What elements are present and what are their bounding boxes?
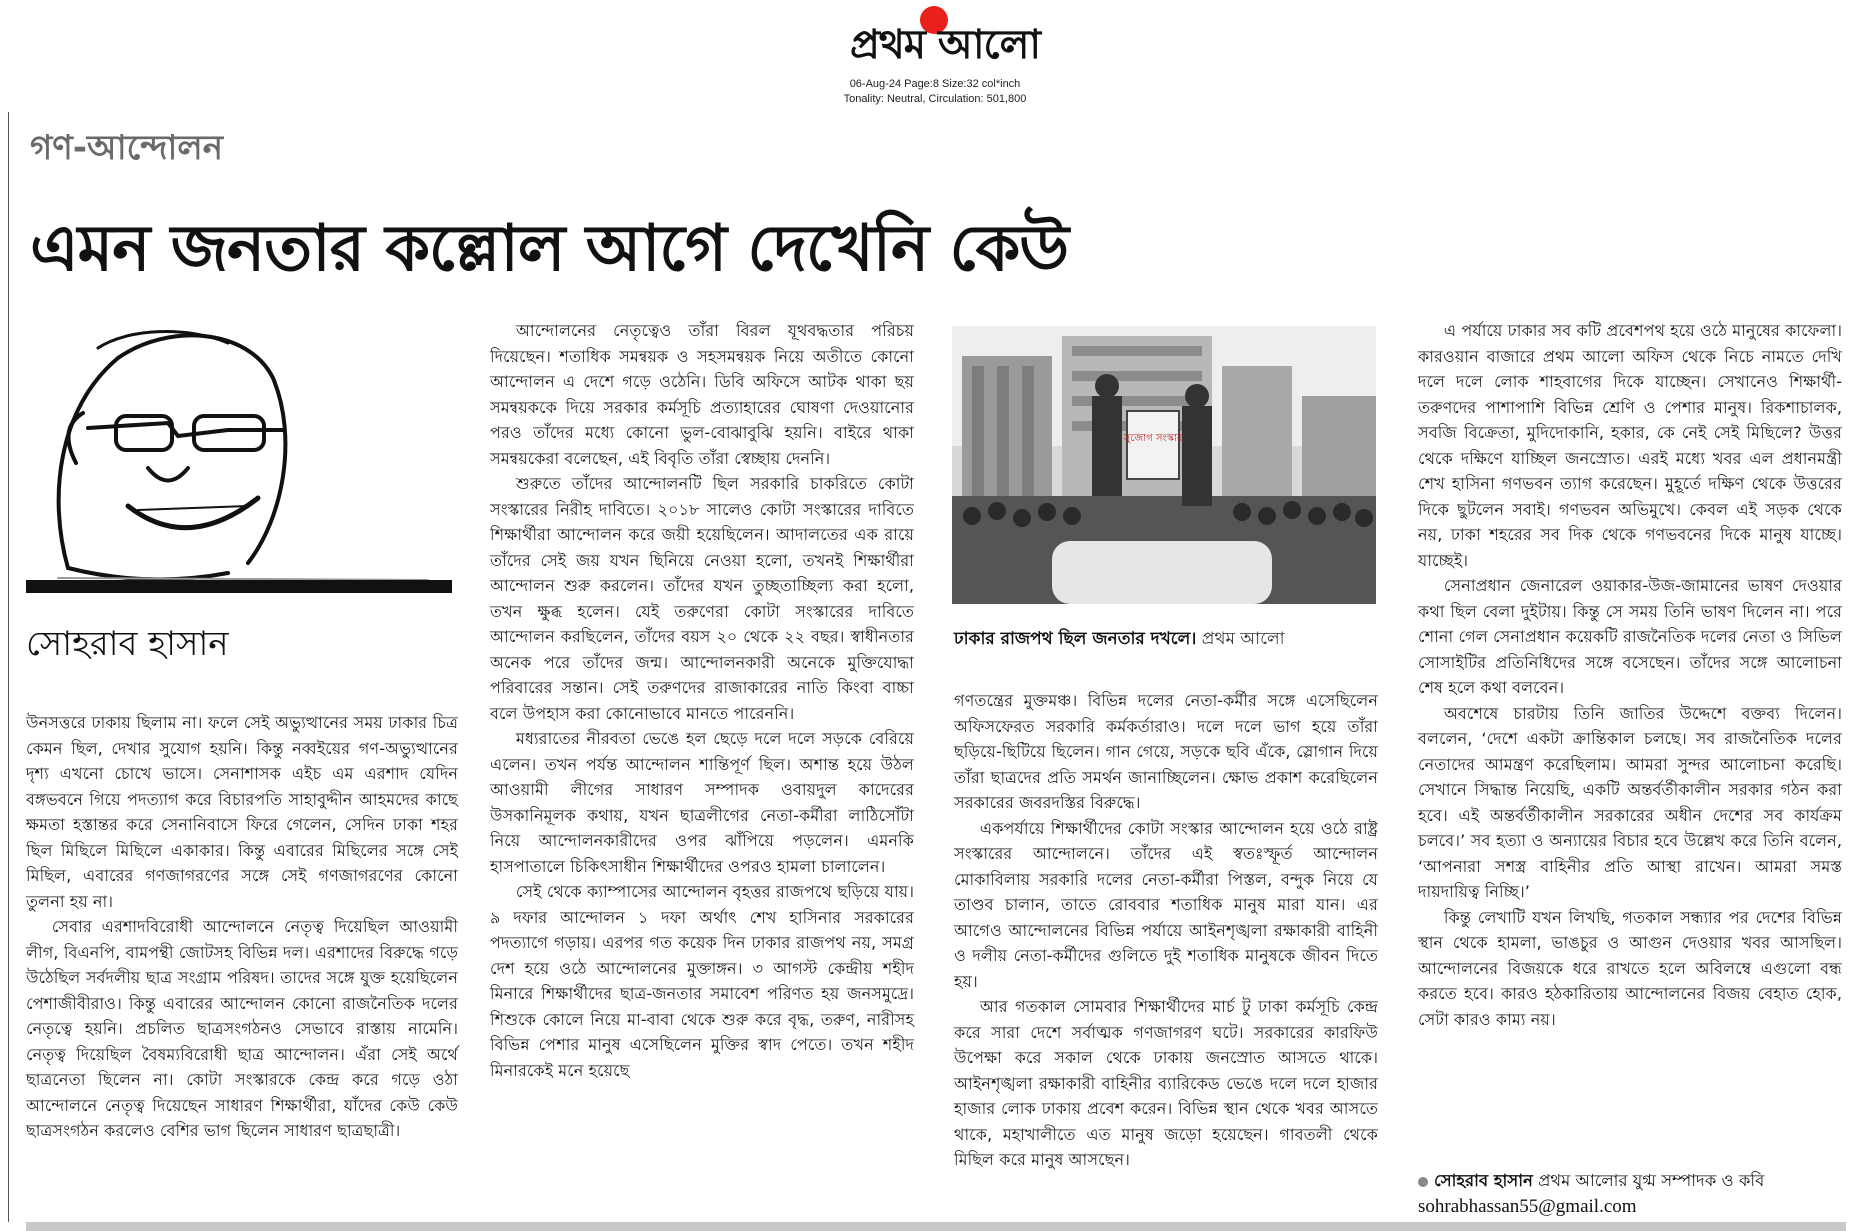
article-column-4 bbox=[1418, 318, 1842, 1218]
protest-photo bbox=[952, 326, 1376, 604]
article-headline: এমন জনতার কল্লোল আগে দেখেনি কেউ bbox=[30, 212, 1069, 286]
signature-name: সোহরাব হাসান bbox=[1434, 1171, 1533, 1190]
paragraph: শুরুতে তাঁদের আন্দোলনটি ছিল সরকারি চাকরিতে কোটা সংস্কারের নিরীহ দাবিতে। ২০১৮ সালেও কোটা সংস্কারের দাবিতে শিক্ষার্থীরা আন্দোলন করে জয়ী হয়েছিলেন। আদালতের এক রায়ে তাঁদের সেই জয় যখন ছিনিয়ে নেওয়া হলো, তখনই শিক্ষার্থীরা আন্দোলন শুরু করলেন। তাঁদের যখন তুচ্ছতাচ্ছিল্য করা হলো, তখন ক্ষুব্ধ হলেন। যেই তরুণেরা কোটা সংস্কারের দাবিতে আন্দোলন করছিলেন, তাঁদের বয়স ২০ থেকে ২২ বছর। স্বাধীনতার অনেক পরে তাঁদের জন্ম। আন্দোলনকারী অনেকে মুক্তিযোদ্ধা পরিবারের সন্তান। সেই তরুণদের রাজাকারের নাতি কিংবা বাচ্চা বলে উপহাস করা কোনোভাবে মানতে পারেননি। bbox=[490, 474, 914, 723]
clip-meta-2: Tonality: Neutral, Circulation: 501,800 bbox=[843, 93, 1027, 105]
paragraph: সেনাপ্রধান জেনারেল ওয়াকার-উজ-জামানের ভাষণ দেওয়ার কথা ছিল বেলা দুইটায়। কিন্তু সে সময় তিনি ভাষণ দিলেন না। পরে শোনা গেল সেনাপ্রধান কয়েকটি রাজনৈতিক দলের নেতা ও সিভিল সোসাইটির প্রতিনিধিদের সঙ্গে বসেছেন। তাঁদের সঙ্গে আলোচনা শেষ হলে কথা বলবেন। bbox=[1418, 576, 1842, 697]
crowd-photo-icon bbox=[952, 326, 1376, 604]
paragraph: সেবার এরশাদবিরোধী আন্দোলনে নেতৃত্ব দিয়েছিল আওয়ামী লীগ, বিএনপি, বামপন্থী জোটসহ বিভিন্ন দল। এরশাদের বিরুদ্ধে গড়ে উঠেছিল সর্বদলীয় ছাত্র সংগ্রাম পরিষদ। তাদের সঙ্গে যুক্ত হয়েছিলেন পেশাজীবীরাও। কিন্তু এবারের আন্দোলন কোনো রাজনৈতিক দলের নেতৃত্বে হয়নি। প্রচলিত ছাত্রসংগঠনও সেভাবে রাস্তায় নামেনি। নেতৃত্ব দিয়েছিল বৈষম্যবিরোধী ছাত্র আন্দোলন। এঁরা সেই অর্থে ছাত্রনেতা ছিলেন না। কোটা সংস্কারকে কেন্দ্র করে গড়ে ওঠা আন্দোলনে নেতৃত্ব দিয়েছেন সাধারণ শিক্ষার্থীরা, যাঁদের কেউ কেউ ছাত্রসংগঠন করলেও বেশির ভাগ ছিলেন সাধারণ ছাত্রছাত্রী। bbox=[26, 917, 458, 1140]
newspaper-logo: প্রথম আলো bbox=[849, 21, 1041, 68]
section-kicker: গণ-আন্দোলন bbox=[30, 128, 224, 168]
author-name: সোহরাব হাসান bbox=[26, 624, 229, 664]
author-signature bbox=[1418, 1168, 1848, 1193]
paragraph: মধ্যরাতের নীরবতা ভেঙে হল ছেড়ে দলে দলে সড়কে বেরিয়ে এলেন। তখন পর্যন্ত আন্দোলন শান্তিপূর্ণ ছিল। অশান্ত হয়ে উঠল আওয়ামী লীগের সাধারণ সম্পাদক ওবায়দুল কাদেরের উসকানিমূলক কথায়, যখন ছাত্রলীগের নেতা-কর্মীরা লাঠিসোঁটা নিয়ে আন্দোলনকারীদের ওপর ঝাঁপিয়ে পড়লেন। এমনকি হাসপাতালে চিকিৎসাধীন শিক্ষার্থীদের ওপরও হামলা চালালেন। bbox=[490, 729, 914, 876]
bottom-bar bbox=[26, 1222, 1846, 1231]
byline-divider bbox=[26, 580, 452, 593]
photo-caption bbox=[954, 626, 1378, 654]
signature-role: প্রথম আলোর যুগ্ম সম্পাদক ও কবি bbox=[1538, 1171, 1765, 1190]
article-column-2 bbox=[490, 318, 914, 1218]
article-column-1 bbox=[26, 710, 458, 1220]
paragraph: এ পর্যায়ে ঢাকার সব কটি প্রবেশপথ হয়ে ওঠে মানুষের কাফেলা। কারওয়ান বাজারে প্রথম আলো অফিস থেকে নিচে নামতে দেখি দলে দলে লোক শাহবাগের দিকে যাচ্ছেন। সেখানেও শিক্ষার্থী-তরুণদের পাশাপাশি বিভিন্ন শ্রেণি ও পেশার মানুষ। রিকশাচালক, সবজি বিক্রেতা, মুদিদোকানি, হকার, কে নেই সেই মিছিলে? উত্তর থেকে দক্ষিণে যাচ্ছিল জনস্রোত। এরই মধ্যে খবর এল প্রধানমন্ত্রী শেখ হাসিনা গণভবন ত্যাগ করেছেন। মুহূর্তে দক্ষিণ থেকে উত্তরের দিকে ছুটলেন সবাই। গণভবন অভিমুখে। কেবল এই সড়ক থেকে নয়, ঢাকা শহরের সব দিক থেকে গণভবনের দিকে মানুষ যাচ্ছে। যাচ্ছেই। bbox=[1418, 321, 1842, 570]
protest-sign-text: সুজোগ সংস্কার bbox=[1123, 433, 1183, 444]
paragraph: একপর্যায়ে শিক্ষার্থীদের কোটা সংস্কার আন্দোলন হয়ে ওঠে রাষ্ট্র সংস্কারের আন্দোলনে। তাঁদের এই স্বতঃস্ফূর্ত আন্দোলন মোকাবিলায় সরকারি দলের নেতা-কর্মীরা পিস্তল, বন্দুক নিয়ে যে তাণ্ডব চালান, তাতে রোববার শতাধিক মানুষ মারা যান। এর আগেও আন্দোলনের বিভিন্ন পর্যায়ে আইনশৃঙ্খলা রক্ষাকারী বাহিনী ও দলীয় নেতা-কর্মীদের গুলিতে দুই শতাধিক মানুষকে জীবন দিতে হয়। bbox=[954, 818, 1378, 991]
article-column-3 bbox=[954, 688, 1378, 1218]
left-rule bbox=[8, 112, 9, 1222]
paragraph: সেই থেকে ক্যাম্পাসের আন্দোলন বৃহত্তর রাজপথে ছড়িয়ে যায়। ৯ দফার আন্দোলন ১ দফা অর্থাৎ শেখ হাসিনার সরকারের পদত্যাগে গড়ায়। এরপর গত কয়েক দিন ঢাকার রাজপথ নয়, সমগ্র দেশ হয়ে ওঠে আন্দোলনের মুক্তাঙ্গন। ৩ আগস্ট কেন্দ্রীয় শহীদ মিনারে শিক্ষার্থীদের ছাত্র-জনতার সমাবেশ পরিণত হয় জনসমুদ্রে। শিশুকে কোলে নিয়ে মা-বাবা থেকে শুরু করে বৃদ্ধ, তরুণ, নারীসহ বিভিন্ন পেশার মানুষ এসেছিলেন মুক্তির স্বাদ পেতে। তখন শহীদ মিনারকেই মনে হয়েছে bbox=[490, 882, 914, 1080]
paragraph: গণতন্ত্রের মুক্তমঞ্চ। বিভিন্ন দলের নেতা-কর্মীর সঙ্গে এসেছিলেন অফিসফেরত সরকারি কর্মকর্তারাও। দলে দলে ভাগ হয়ে তাঁরা ছড়িয়ে-ছিটিয়ে ছিলেন। গান গেয়ে, সড়কে ছবি এঁকে, স্লোগান দিয়ে তাঁরা ছাত্রদের প্রতি সমর্থন জানাচ্ছিলেন। ক্ষোভ প্রকাশ করেছিলেন সরকারের জবরদস্তির বিরুদ্ধে। bbox=[954, 691, 1378, 812]
paragraph: উনসত্তরে ঢাকায় ছিলাম না। ফলে সেই অভ্যুত্থানের সময় ঢাকার চিত্র কেমন ছিল, দেখার সুযোগ হয়নি। কিন্তু নব্বইয়ের গণ-অভ্যুত্থানের দৃশ্য এখনো চোখে ভাসে। সেনাশাসক এইচ এম এরশাদ যেদিন বঙ্গভবনে গিয়ে পদত্যাগ করে বিচারপতি সাহাবুদ্দীন আহমদের কাছে ক্ষমতা হস্তান্তর করে সেনানিবাসে ফিরে গেলেন, সেদিন ঢাকা শহর ছিল মিছিলে মিছিলে একাকার। কিন্তু এবারের মিছিলের সঙ্গে সেই মিছিল, এবারের গণজাগরণের সঙ্গে সেই গণজাগরণের কোনো তুলনা হয় না। bbox=[26, 713, 458, 911]
author-portrait bbox=[28, 318, 448, 586]
paragraph: অবশেষে চারটায় তিনি জাতির উদ্দেশে বক্তব্য দিলেন। বললেন, ‘দেশে একটা ক্রান্তিকাল চলছে। সব রাজনৈতিক দলের নেতাদের আমন্ত্রণ করেছিলাম। আমরা সুন্দর আলোচনা করেছি। সেখানে সিদ্ধান্ত নিয়েছি, একটি অন্তর্বর্তীকালীন সরকার গঠন করা হবে। এই অন্তর্বর্তীকালীন সরকারের অধীন দেশের সব কার্যক্রম চলবে।’ সব হত্যা ও অন্যায়ের বিচার হবে উল্লেখ করে তিনি বলেন, ‘আপনারা সশস্ত্র বাহিনীর প্রতি আস্থা রাখেন। আমরা সমস্ত দায়দায়িত্ব নিচ্ছি।’ bbox=[1418, 703, 1842, 901]
author-sketch-icon bbox=[28, 318, 448, 586]
paragraph: আর গতকাল সোমবার শিক্ষার্থীদের মার্চ টু ঢাকা কর্মসূচি কেন্দ্র করে সারা দেশে সর্বাত্মক গণজাগরণ ঘটে। সরকারের কারফিউ উপেক্ষা করে সকাল থেকে ঢাকায় জনস্রোত আসতে থাকে। আইনশৃঙ্খলা রক্ষাকারী বাহিনীর ব্যারিকেড ভেঙে দলে দলে হাজার হাজার লোক ঢাকায় প্রবেশ করেন। বিভিন্ন স্থান থেকে খবর আসতে থাকে, মহাখালীতে এত মানুষ জড়ো হয়েছেন। গাবতলী থেকে মিছিল করে মানুষ আসছেন। bbox=[954, 997, 1378, 1169]
author-email: sohrabhassan55@gmail.com bbox=[1418, 1196, 1637, 1217]
clip-meta: 06-Aug-24 Page:8 Size:32 col*inch bbox=[849, 78, 1021, 90]
photo-credit: প্রথম আলো bbox=[1201, 629, 1285, 649]
paragraph: আন্দোলনের নেতৃত্বেও তাঁরা বিরল যূথবদ্ধতার পরিচয় দিয়েছেন। শতাধিক সমন্বয়ক ও সহসমন্বয়ক নিয়ে অতীতে কোনো আন্দোলন এ দেশে গড়ে ওঠেনি। ডিবি অফিসে আটক থাকা ছয় সমন্বয়ককে দিয়ে সরকার কর্মসূচি প্রত্যাহারের ঘোষণা দেওয়ানোর পরও তাঁদের মধ্যে কোনো ভুল-বোঝাবুঝি হয়নি। বাইরে থাকা সমন্বয়কেরা বলেছেন, এই বিবৃতি তাঁরা স্বেচ্ছায় দেননি। bbox=[490, 321, 914, 468]
bullet-icon bbox=[1418, 1177, 1428, 1187]
paragraph: কিন্তু লেখাটি যখন লিখছি, গতকাল সন্ধ্যার পর দেশের বিভিন্ন স্থান থেকে হামলা, ভাঙচুর ও আগুন দেওয়ার খবর আসছিল। আন্দোলনের বিজয়কে ধরে রাখতে হলে অবিলম্বে এগুলো বন্ধ করতে হবে। কারও হঠকারিতায় আন্দোলনের বিজয় বেহাত হোক, সেটা কারও কাম্য নয়। bbox=[1418, 907, 1842, 1029]
caption-text: ঢাকার রাজপথ ছিল জনতার দখলে। bbox=[954, 629, 1197, 649]
